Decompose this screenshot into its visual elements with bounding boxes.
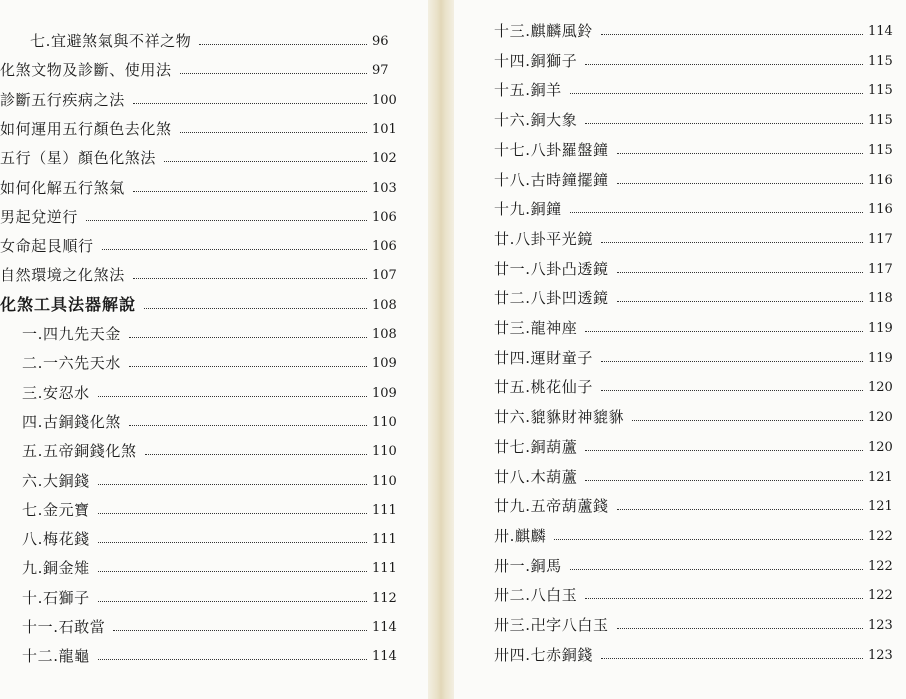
dot-leader — [617, 627, 863, 629]
toc-entry — [494, 491, 898, 515]
toc-entry — [0, 466, 402, 490]
toc-entry-page-number: 120 — [868, 380, 893, 396]
toc-entry-page-number: 111 — [372, 532, 397, 548]
toc-entry-title: 卅一.銅馬 — [494, 556, 562, 575]
toc-entry-page-number: 119 — [868, 350, 893, 366]
toc-entry-page-number: 123 — [868, 618, 893, 633]
toc-entry — [0, 26, 402, 50]
toc-entry-page-number: 115 — [868, 113, 893, 129]
toc-entry-page-number: 111 — [372, 561, 397, 577]
toc-entry — [0, 114, 402, 138]
dot-leader — [570, 568, 863, 570]
toc-entry — [0, 319, 402, 343]
toc-entry-title: 二.一六先天水 — [22, 354, 121, 373]
toc-entry-page-number: 100 — [372, 92, 397, 108]
toc-entry — [0, 143, 402, 167]
dot-leader — [554, 538, 863, 540]
dot-leader — [617, 152, 863, 154]
dot-leader — [113, 629, 367, 631]
toc-entry-page-number: 115 — [868, 142, 893, 158]
toc-entry-title: 廿一.八卦凸透鏡 — [494, 259, 609, 278]
toc-entry-title: 女命起艮順行 — [0, 237, 94, 256]
toc-entry — [494, 521, 898, 545]
dot-leader — [98, 658, 367, 660]
dot-leader — [617, 271, 863, 273]
dot-leader — [617, 182, 863, 184]
dot-leader — [129, 424, 367, 426]
toc-entry-title: 如何運用五行顏色去化煞 — [0, 119, 172, 138]
dot-leader — [145, 453, 367, 455]
dot-leader — [570, 211, 863, 213]
dot-leader — [601, 33, 863, 35]
toc-entry-page-number: 108 — [372, 327, 397, 342]
toc-entry — [494, 283, 898, 307]
toc-entry-page-number: 120 — [868, 410, 893, 426]
toc-entry — [0, 260, 402, 284]
dot-leader — [86, 219, 367, 221]
dot-leader — [585, 122, 863, 124]
toc-entry — [0, 378, 402, 402]
dot-leader — [133, 190, 367, 192]
toc-entry-title: 七.宜避煞氣與不祥之物 — [30, 32, 192, 50]
toc-entry — [494, 254, 898, 278]
toc-entry-page-number: 97 — [372, 63, 389, 79]
toc-entry-page-number: 123 — [868, 647, 893, 663]
toc-entry-title: 卅二.八白玉 — [494, 586, 578, 605]
toc-entry-title: 化煞工具法器解說 — [0, 294, 137, 314]
dot-leader — [632, 419, 863, 421]
toc-entry-title: 廿四.運財童子 — [494, 348, 593, 367]
dot-leader — [585, 597, 863, 599]
toc-entry-title: 七.金元寶 — [22, 500, 90, 519]
toc-entry — [494, 402, 898, 426]
dot-leader — [180, 131, 367, 133]
toc-entry-title: 十七.八卦羅盤鐘 — [494, 140, 609, 159]
dot-leader — [585, 330, 863, 332]
toc-entry — [0, 407, 402, 431]
toc-entry-page-number: 110 — [372, 414, 397, 430]
toc-entry-page-number: 107 — [372, 268, 397, 284]
toc-entry — [0, 583, 402, 607]
toc-entry-title: 診斷五行疾病之法 — [0, 90, 125, 109]
toc-entry-page-number: 120 — [868, 439, 893, 455]
toc-entry-title: 廿.八卦平光鏡 — [494, 229, 593, 248]
toc-entry-title: 八.梅花錢 — [22, 530, 90, 549]
dot-leader — [129, 365, 367, 367]
dot-leader — [98, 541, 367, 543]
toc-entry — [494, 194, 898, 218]
dot-leader — [164, 160, 367, 162]
toc-entry-page-number: 102 — [372, 151, 397, 167]
toc-entry-page-number: 119 — [868, 321, 893, 336]
toc-entry-page-number: 115 — [868, 53, 893, 69]
toc-entry-page-number: 108 — [372, 297, 397, 313]
toc-entry — [0, 553, 402, 577]
toc-entry-page-number: 96 — [372, 34, 389, 49]
toc-entry-page-number: 121 — [868, 469, 893, 485]
toc-entry — [494, 432, 898, 456]
toc-entry-title: 十五.銅羊 — [494, 81, 562, 100]
book-gutter — [428, 0, 454, 699]
toc-entry — [494, 313, 898, 337]
toc-entry-title: 十九.銅鐘 — [494, 200, 562, 219]
dot-leader — [180, 72, 367, 74]
dot-leader — [102, 248, 367, 250]
toc-entry — [0, 348, 402, 372]
toc-entry-page-number: 116 — [868, 202, 893, 218]
toc-entry-title: 廿二.八卦凹透鏡 — [494, 289, 609, 308]
toc-entry-page-number: 106 — [372, 209, 397, 225]
toc-entry — [0, 173, 402, 197]
toc-entry-page-number: 121 — [868, 499, 893, 515]
toc-entry-title: 卅四.七赤銅錢 — [494, 645, 593, 664]
dot-leader — [585, 479, 863, 481]
toc-entry-page-number: 116 — [868, 172, 893, 188]
toc-entry-title: 廿八.木葫蘆 — [494, 467, 578, 486]
toc-entry — [494, 165, 898, 189]
toc-entry-title: 五行（星）顏色化煞法 — [0, 149, 157, 168]
dot-leader — [570, 92, 863, 94]
dot-leader — [98, 512, 367, 514]
toc-entry — [494, 135, 898, 159]
left-page — [0, 0, 428, 699]
toc-entry — [0, 495, 402, 519]
toc-entry-page-number: 117 — [868, 231, 893, 247]
toc-entry-page-number: 103 — [372, 180, 397, 196]
toc-entry — [494, 75, 898, 99]
toc-entry-page-number: 114 — [372, 620, 397, 635]
toc-entry — [0, 231, 402, 255]
toc-entry-title: 十一.石敢當 — [22, 618, 106, 636]
dot-leader — [601, 389, 863, 391]
toc-entry-page-number: 101 — [372, 121, 397, 137]
toc-entry-title: 九.銅金雉 — [22, 559, 90, 578]
dot-leader — [144, 307, 367, 309]
toc-entry-title: 卅三.卍字八白玉 — [494, 616, 609, 634]
toc-entry-page-number: 114 — [868, 24, 893, 39]
dot-leader — [199, 43, 367, 45]
dot-leader — [617, 300, 863, 302]
toc-entry-title: 十.石獅子 — [22, 588, 90, 607]
toc-entry-page-number: 110 — [372, 473, 397, 489]
toc-entry — [0, 612, 402, 636]
toc-entry-title: 十八.古時鐘擺鐘 — [494, 170, 609, 189]
toc-entry-title: 廿五.桃花仙子 — [494, 378, 593, 397]
toc-entry-title: 五.五帝銅錢化煞 — [22, 442, 137, 461]
toc-entry — [494, 372, 898, 396]
toc-entry-title: 廿九.五帝葫蘆錢 — [494, 497, 609, 516]
toc-entry — [494, 462, 898, 486]
toc-entry — [494, 343, 898, 367]
toc-entry — [0, 290, 402, 314]
toc-entry-title: 四.古銅錢化煞 — [22, 412, 121, 431]
right-page — [454, 0, 906, 699]
toc-entry — [494, 224, 898, 248]
toc-entry-page-number: 111 — [372, 502, 397, 518]
dot-leader — [617, 508, 863, 510]
dot-leader — [98, 600, 367, 602]
toc-entry-title: 六.大銅錢 — [22, 471, 90, 490]
toc-entry — [494, 46, 898, 70]
toc-entry — [0, 524, 402, 548]
toc-entry-page-number: 109 — [372, 385, 397, 401]
dot-leader — [98, 395, 367, 397]
toc-entry-title: 化煞文物及診斷、使用法 — [0, 61, 172, 80]
toc-entry-title: 廿三.龍神座 — [494, 319, 578, 337]
toc-entry-title: 廿六.貔貅財神貔貅 — [494, 408, 625, 427]
toc-entry-page-number: 114 — [372, 649, 397, 665]
toc-entry-page-number: 118 — [868, 291, 893, 307]
toc-entry-title: 三.安忍水 — [22, 383, 90, 402]
toc-entry-page-number: 122 — [868, 528, 893, 544]
dot-leader — [585, 449, 863, 451]
toc-entry-page-number: 117 — [868, 261, 893, 277]
dot-leader — [129, 336, 367, 338]
toc-entry-title: 男起兌逆行 — [0, 207, 79, 226]
dot-leader — [133, 277, 367, 279]
toc-entry-page-number: 122 — [868, 588, 893, 604]
toc-entry-title: 卅.麒麟 — [494, 526, 547, 545]
toc-entry — [494, 610, 898, 634]
toc-entry — [0, 55, 402, 79]
toc-entry-title: 十三.麒麟風鈴 — [494, 22, 593, 40]
toc-entry — [494, 640, 898, 664]
toc-entry — [494, 580, 898, 604]
dot-leader — [585, 63, 863, 65]
toc-entry — [0, 202, 402, 226]
toc-entry — [494, 551, 898, 575]
toc-entry — [0, 85, 402, 109]
dot-leader — [133, 102, 367, 104]
dot-leader — [98, 483, 367, 485]
toc-entry-title: 十二.龍龜 — [22, 647, 90, 666]
toc-entry-title: 廿七.銅葫蘆 — [494, 437, 578, 456]
toc-entry-title: 自然環境之化煞法 — [0, 266, 125, 285]
toc-entry — [0, 641, 402, 665]
toc-entry-page-number: 115 — [868, 83, 893, 99]
toc-entry-page-number: 110 — [372, 444, 397, 460]
toc-entry-title: 十六.銅大象 — [494, 111, 578, 130]
dot-leader — [98, 570, 367, 572]
dot-leader — [601, 657, 863, 659]
toc-entry-page-number: 122 — [868, 558, 893, 574]
dot-leader — [601, 241, 863, 243]
toc-entry-page-number: 109 — [372, 356, 397, 372]
toc-entry-title: 十四.銅獅子 — [494, 51, 578, 70]
toc-entry-title: 如何化解五行煞氣 — [0, 178, 125, 197]
toc-entry — [494, 105, 898, 129]
toc-entry-page-number: 112 — [372, 590, 397, 606]
dot-leader — [601, 360, 863, 362]
toc-entry — [0, 436, 402, 460]
toc-entry — [494, 16, 898, 40]
toc-entry-page-number: 106 — [372, 239, 397, 255]
toc-entry-title: 一.四九先天金 — [22, 325, 121, 343]
